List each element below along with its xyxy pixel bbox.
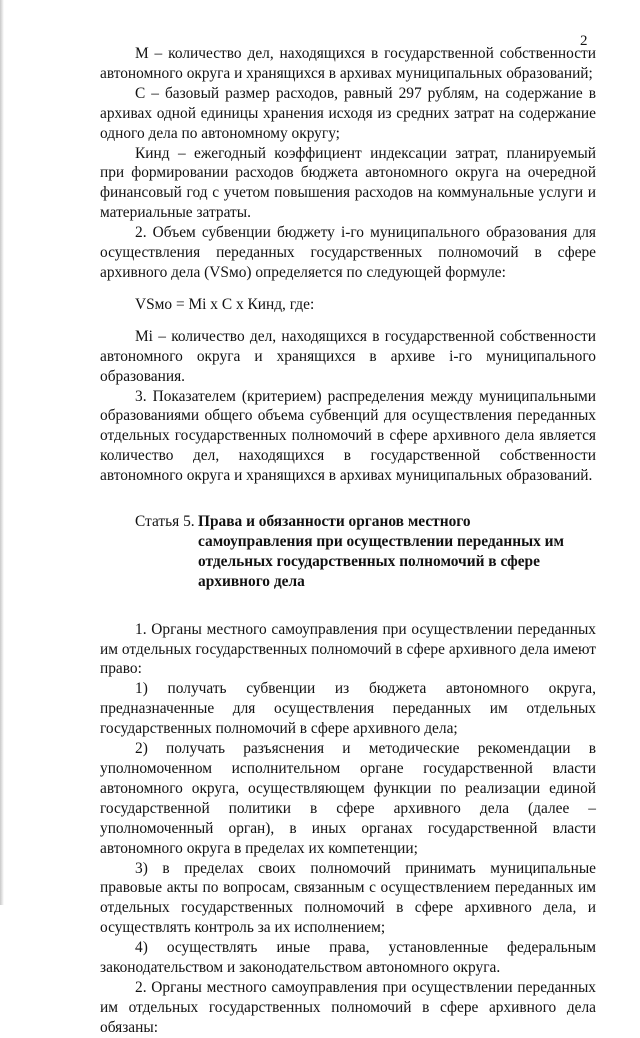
clause-3-distribution-criterion: 3. Показателем (критерием) распределения между муниципальными образованиями общего объема субвенций для осуществления переданных отдельных государственных полномочий в сфере архивного дела является количество дел, находящихся в государственной собственности автономного округа и хранящихся в архивах муниципальных образований.	[100, 387, 596, 485]
formula: VSмо = Mi x C x Кинд, где:	[135, 295, 315, 313]
right-3-legal-acts: 3) в пределах своих полномочий принимать муниципальные правовые акты по вопросам, связанным с осуществлением переданных им отдельных государственных полномочий в сфере архивного дела, и осуществлять контроль за их исполнением;	[100, 859, 596, 937]
definition-kind: Кинд – ежегодный коэффициент индексации затрат, планируемый при формировании расходов бюджета автономного округа на очередной финансовый год с учетом повышения расходов на коммунальные услуги и материальные затраты.	[100, 144, 596, 222]
definition-mi: Mi – количество дел, находящихся в государственной собственности автономного округа и хранящихся в архиве i-го муниципального образования.	[100, 327, 596, 385]
clause-2-subvention-volume: 2. Объем субвенции бюджету i-го муниципального образования для осуществления переданных государственных полномочий в сфере архивного дела (VSмо) определяется по следующей формуле:	[100, 224, 596, 281]
scan-edge-shadow	[0, 0, 4, 905]
article-label: Статья 5.	[135, 513, 195, 531]
article-title: Права и обязанности органов местного самоуправления при осуществлении переданных им отдельных государственных полномочий в сфере архивного дела	[198, 513, 565, 590]
article-5-clause-2: 2. Органы местного самоуправления при осуществлении переданных им отдельных государственных полномочий в сфере архивного дела обязаны:	[100, 978, 596, 1036]
definition-m: М – количество дел, находящихся в государственной собственности автономного округа и хранящихся в архивах муниципальных образований;	[100, 45, 596, 82]
article-heading	[100, 512, 596, 592]
right-2-clarifications: 2) получать разъяснения и методические рекомендации в уполномоченном исполнительном органе государственной власти автономного округа, осуществляющем функции по реализации единой государственной политики в сфере архивного дела (далее – уполномоченный орган), в иных органах государственной власти автономного округа в пределах их компетенции;	[100, 740, 596, 857]
article-5-clause-1: 1. Органы местного самоуправления при осуществлении переданных им отдельных государственных полномочий в сфере архивного дела имеют право:	[100, 620, 596, 678]
definition-c: С – базовый размер расходов, равный 297 рублям, на содержание в архивах одной единицы хранения исходя из средних затрат на содержание одного дела по автономному округу;	[100, 84, 596, 142]
right-1-subventions: 1) получать субвенции из бюджета автономного округа, предназначенные для осуществления переданных им отдельных государственных полномочий в сфере архивного дела;	[100, 680, 596, 738]
page-number: 2	[580, 33, 588, 49]
right-4-other-rights: 4) осуществлять иные права, установленные федеральным законодательством и законодательством автономного округа.	[100, 939, 596, 977]
document-body	[100, 44, 596, 1038]
